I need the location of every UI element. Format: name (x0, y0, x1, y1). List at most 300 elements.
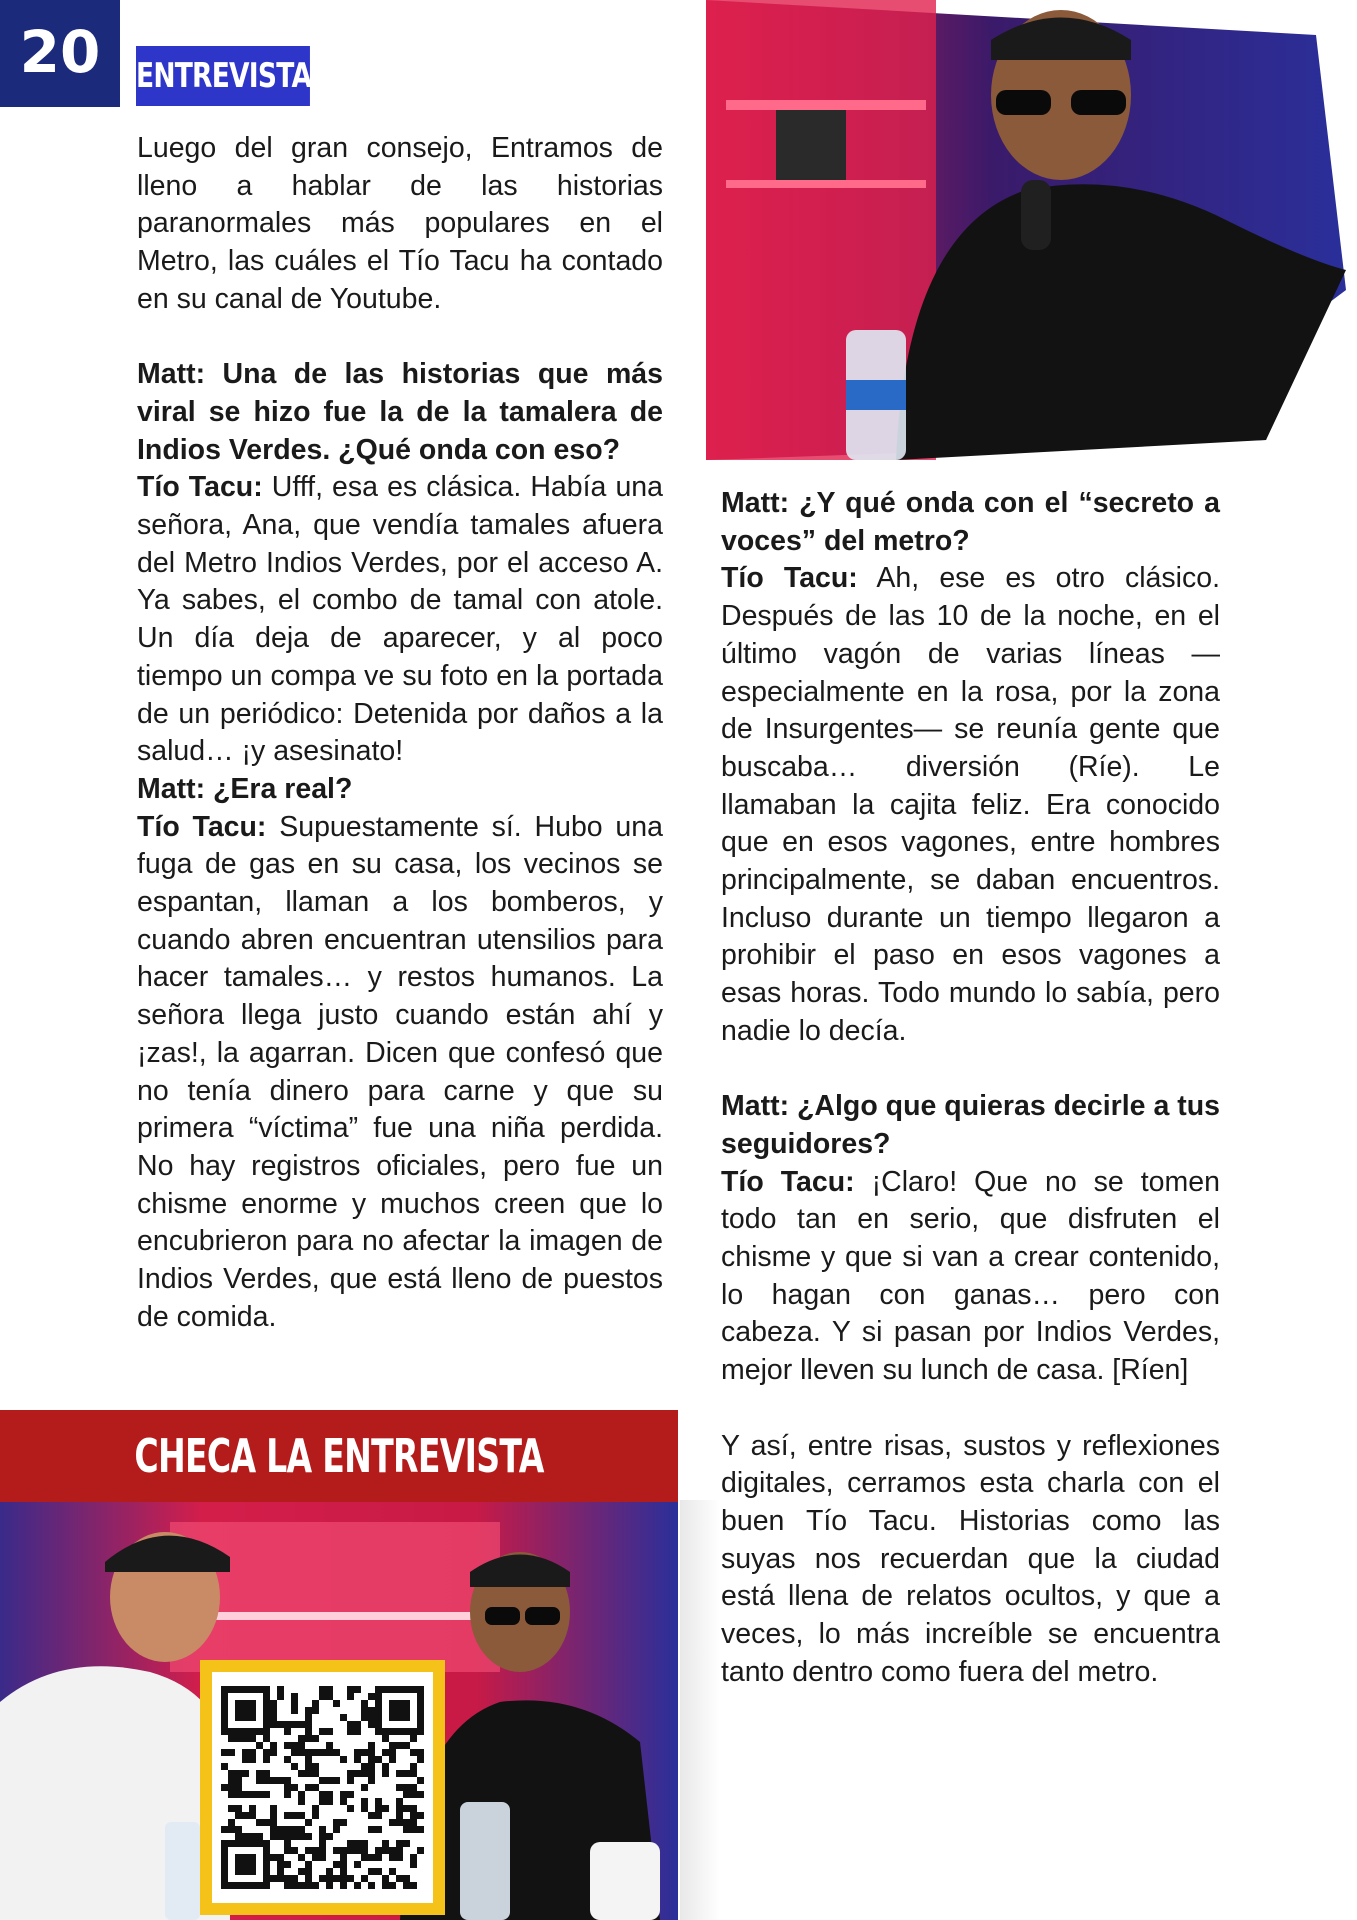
qr-module (389, 1847, 396, 1854)
qr-module (228, 1840, 235, 1847)
qr-module (375, 1686, 382, 1693)
qr-module (326, 1798, 333, 1805)
qr-module (368, 1714, 375, 1721)
qr-module (410, 1812, 417, 1819)
qr-module (319, 1791, 326, 1798)
qr-module (263, 1847, 270, 1854)
qr-module (228, 1882, 235, 1889)
qr-module (410, 1735, 417, 1742)
qr-module (228, 1728, 235, 1735)
qr-module (417, 1686, 424, 1693)
interview-photo-top (706, 0, 1357, 465)
qr-module (284, 1721, 291, 1728)
answer-1-text: Ufff, esa es clásica. Había una señora, Ana, que vendía tamales afuera del Metro Indios Verdes, por el acceso A. Ya sabes, el combo de tamal con atole. Un día deja de aparecer, y al poco tiempo un compa ve su foto en la portada de un periódico: Detenida por daños a la salud… ¡y asesinato! (137, 471, 663, 768)
qr-module (333, 1847, 340, 1854)
qr-module (228, 1777, 235, 1784)
qr-module (256, 1770, 263, 1777)
qr-module (417, 1756, 424, 1763)
qr-module (270, 1875, 277, 1882)
qr-module (396, 1875, 403, 1882)
qr-module (270, 1805, 277, 1812)
qr-module (221, 1784, 228, 1791)
qr-module (340, 1875, 347, 1882)
qr-module (361, 1840, 368, 1847)
qr-module (410, 1861, 417, 1868)
qr-module (305, 1784, 312, 1791)
qr-module (305, 1735, 312, 1742)
qr-module (235, 1812, 242, 1819)
qr-module (284, 1777, 291, 1784)
banner-title: CHECA LA ENTREVISTA (134, 1429, 544, 1483)
qr-module (333, 1875, 340, 1882)
qr-module (242, 1700, 249, 1707)
qr-module (263, 1882, 270, 1889)
qr-module (263, 1840, 270, 1847)
qr-module (326, 1777, 333, 1784)
qr-module (277, 1721, 284, 1728)
qr-module (312, 1770, 319, 1777)
qr-module (256, 1742, 263, 1749)
qr-module (305, 1756, 312, 1763)
qr-module (305, 1875, 312, 1882)
qr-module (270, 1714, 277, 1721)
qr-module (284, 1784, 291, 1791)
qr-module (277, 1686, 284, 1693)
qr-module (403, 1728, 410, 1735)
qr-module (277, 1854, 284, 1861)
qr-module (319, 1798, 326, 1805)
qr-module (305, 1861, 312, 1868)
qr-module (410, 1728, 417, 1735)
qr-module (319, 1875, 326, 1882)
qr-module (319, 1777, 326, 1784)
qr-module (270, 1749, 277, 1756)
qr-module (361, 1798, 368, 1805)
qr-module (270, 1777, 277, 1784)
qr-module (221, 1693, 228, 1700)
qr-module (263, 1735, 270, 1742)
qr-module (340, 1756, 347, 1763)
qr-module (389, 1854, 396, 1861)
qr-module (298, 1770, 305, 1777)
qr-module (389, 1756, 396, 1763)
qr-module (249, 1714, 256, 1721)
qr-module (235, 1714, 242, 1721)
question-3: Matt: ¿Y qué onda con el “secreto a voces” del metro? (721, 487, 1220, 557)
qr-module (235, 1882, 242, 1889)
qr-module (298, 1798, 305, 1805)
qr-module (375, 1714, 382, 1721)
qr-module (221, 1686, 228, 1693)
qr-module (347, 1728, 354, 1735)
qr-module (410, 1784, 417, 1791)
qr-module (284, 1791, 291, 1798)
qr-module (340, 1854, 347, 1861)
qr-module (319, 1686, 326, 1693)
qr-module (396, 1805, 403, 1812)
qr-module (417, 1693, 424, 1700)
qr-module (305, 1833, 312, 1840)
qr-module (382, 1847, 389, 1854)
qr-module (389, 1728, 396, 1735)
qr-module (242, 1735, 249, 1742)
qr-module (410, 1805, 417, 1812)
qr-module (242, 1882, 249, 1889)
qr-module (347, 1721, 354, 1728)
qr-module (312, 1707, 319, 1714)
qr-module (263, 1875, 270, 1882)
qr-module (242, 1861, 249, 1868)
qr-module (375, 1700, 382, 1707)
qr-module (417, 1700, 424, 1707)
qr-module (340, 1714, 347, 1721)
qr-module (354, 1861, 361, 1868)
qr-module (354, 1840, 361, 1847)
qr-module (221, 1847, 228, 1854)
qr-module (389, 1686, 396, 1693)
qr-module (277, 1861, 284, 1868)
qr-module (396, 1854, 403, 1861)
qr-module (235, 1868, 242, 1875)
qr-module (284, 1812, 291, 1819)
qr-module (396, 1707, 403, 1714)
qr-module (417, 1721, 424, 1728)
qr-module (319, 1833, 326, 1840)
qr-module (354, 1686, 361, 1693)
qr-module (221, 1763, 228, 1770)
right-column (721, 485, 1220, 1691)
qr-module (326, 1791, 333, 1798)
qr-module (389, 1749, 396, 1756)
qr-module (284, 1882, 291, 1889)
qr-module (284, 1742, 291, 1749)
qr-module (347, 1791, 354, 1798)
qr-module (249, 1791, 256, 1798)
qr-module (354, 1882, 361, 1889)
qr-module (403, 1826, 410, 1833)
speaker-label: Tío Tacu: (721, 562, 858, 595)
qr-module (375, 1847, 382, 1854)
qr-module (354, 1770, 361, 1777)
qr-module (235, 1707, 242, 1714)
qr-module (347, 1770, 354, 1777)
qr-module (242, 1686, 249, 1693)
qr-code[interactable] (212, 1672, 433, 1903)
qr-module (249, 1840, 256, 1847)
qr-module (221, 1700, 228, 1707)
qr-module (368, 1777, 375, 1784)
qr-module (368, 1763, 375, 1770)
qr-module (326, 1833, 333, 1840)
qr-module (319, 1728, 326, 1735)
qr-module (235, 1777, 242, 1784)
qr-module (305, 1707, 312, 1714)
qr-module (298, 1882, 305, 1889)
qr-module (361, 1763, 368, 1770)
qr-module (249, 1812, 256, 1819)
qr-module (270, 1833, 277, 1840)
qr-module (256, 1728, 263, 1735)
qr-module (270, 1819, 277, 1826)
qr-module (403, 1840, 410, 1847)
qr-module (235, 1770, 242, 1777)
qr-module (263, 1686, 270, 1693)
qr-module (291, 1826, 298, 1833)
qr-module (263, 1756, 270, 1763)
qr-module (256, 1819, 263, 1826)
qr-module (326, 1742, 333, 1749)
intro-paragraph: Luego del gran consejo, Entramos de lleno a hablar de las historias paranormales más populares en el Metro, las cuáles el Tío Tacu ha contado en su canal de Youtube. (137, 132, 663, 315)
qr-module (403, 1882, 410, 1889)
qr-module (312, 1700, 319, 1707)
qr-module (368, 1707, 375, 1714)
qr-module (249, 1861, 256, 1868)
qr-module (263, 1791, 270, 1798)
qr-module (319, 1749, 326, 1756)
qr-module (340, 1861, 347, 1868)
qr-module (389, 1700, 396, 1707)
qr-module (396, 1819, 403, 1826)
qr-module (361, 1784, 368, 1791)
qr-module (333, 1777, 340, 1784)
qr-module (340, 1791, 347, 1798)
qr-module (319, 1826, 326, 1833)
qr-module (277, 1875, 284, 1882)
qr-module (298, 1791, 305, 1798)
answer-3 (721, 560, 1220, 1050)
qr-module (347, 1777, 354, 1784)
qr-module (298, 1833, 305, 1840)
qr-module (284, 1756, 291, 1763)
qr-module (284, 1826, 291, 1833)
qr-module (340, 1798, 347, 1805)
qr-module (375, 1798, 382, 1805)
qr-module (361, 1714, 368, 1721)
qr-module (326, 1875, 333, 1882)
qr-module (403, 1714, 410, 1721)
qr-module (263, 1777, 270, 1784)
qr-module (361, 1805, 368, 1812)
qr-module (305, 1847, 312, 1854)
qr-module (403, 1770, 410, 1777)
qr-module (396, 1700, 403, 1707)
qr-module (221, 1714, 228, 1721)
speaker-label: Tío Tacu: (721, 1165, 855, 1198)
qr-module (340, 1847, 347, 1854)
qr-module (326, 1882, 333, 1889)
qr-module (235, 1735, 242, 1742)
qr-module (312, 1805, 319, 1812)
qr-module (347, 1847, 354, 1854)
qr-module (403, 1742, 410, 1749)
qr-module (249, 1700, 256, 1707)
qr-module (368, 1693, 375, 1700)
answer-2-text: Supuestamente sí. Hubo una fuga de gas en su casa, los vecinos se espantan, llaman a los bomberos, y cuando abren encuentran utensilios para hacer tamales… y restos humanos. La señora llega justo cuando están ahí y ¡zas!, la agarran. Dicen que confesó que no tenía dinero para carne y que su primera “víctima” fue una niña perdida. No hay registros oficiales, pero fue un chisme enorme y muchos creen que lo encubrieron para no afectar la imagen de Indios Verdes, que está lleno de puestos de comida. (137, 810, 663, 1333)
qr-module (403, 1875, 410, 1882)
qr-module (368, 1749, 375, 1756)
qr-module (396, 1798, 403, 1805)
qr-module (291, 1742, 298, 1749)
qr-module (235, 1826, 242, 1833)
qr-module (235, 1784, 242, 1791)
qr-module (361, 1749, 368, 1756)
qr-module (263, 1770, 270, 1777)
qr-module (354, 1728, 361, 1735)
qr-module (319, 1693, 326, 1700)
qr-module (263, 1854, 270, 1861)
qr-module (410, 1749, 417, 1756)
qr-module (326, 1728, 333, 1735)
qr-module (235, 1833, 242, 1840)
qr-module (305, 1714, 312, 1721)
qr-module (291, 1763, 298, 1770)
qr-module (249, 1805, 256, 1812)
qr-module (417, 1826, 424, 1833)
qr-module (228, 1791, 235, 1798)
qr-module (403, 1784, 410, 1791)
qr-module (242, 1840, 249, 1847)
qr-module (417, 1714, 424, 1721)
qr-module (333, 1749, 340, 1756)
qr-module (382, 1763, 389, 1770)
qr-module (291, 1700, 298, 1707)
qr-module (312, 1847, 319, 1854)
qr-module (249, 1882, 256, 1889)
qr-module (333, 1861, 340, 1868)
qr-module (242, 1854, 249, 1861)
qr-module (284, 1840, 291, 1847)
qr-module (235, 1700, 242, 1707)
qr-module (270, 1707, 277, 1714)
qr-module (228, 1735, 235, 1742)
qr-module (221, 1826, 228, 1833)
qr-module (249, 1707, 256, 1714)
qr-module (249, 1833, 256, 1840)
qr-module (263, 1868, 270, 1875)
qr-module (368, 1826, 375, 1833)
answer-2 (137, 809, 663, 1337)
qr-module (249, 1854, 256, 1861)
qr-module (291, 1721, 298, 1728)
qr-module (256, 1777, 263, 1784)
qr-module (396, 1847, 403, 1854)
qr-module (298, 1735, 305, 1742)
qr-module (249, 1749, 256, 1756)
qr-module (228, 1686, 235, 1693)
qr-module (291, 1875, 298, 1882)
qr-module (305, 1819, 312, 1826)
qr-module (354, 1756, 361, 1763)
qr-module (228, 1826, 235, 1833)
qr-module (221, 1840, 228, 1847)
qr-module (242, 1728, 249, 1735)
qr-module (242, 1791, 249, 1798)
qr-module (291, 1693, 298, 1700)
qr-module (368, 1770, 375, 1777)
question-4: Matt: ¿Algo que quieras decirle a tus seguidores? (721, 1090, 1220, 1160)
qr-module (368, 1742, 375, 1749)
qr-module (375, 1812, 382, 1819)
qr-module (284, 1728, 291, 1735)
qr-module (263, 1707, 270, 1714)
qr-module (228, 1819, 235, 1826)
qr-module (270, 1742, 277, 1749)
qr-module (382, 1882, 389, 1889)
qr-module (305, 1763, 312, 1770)
qr-module (396, 1714, 403, 1721)
qr-module (340, 1868, 347, 1875)
answer-4-text: ¡Claro! Que no se tomen todo tan en serio, que disfruten el chisme y que si van a crear contenido, lo hagan con ganas… pero con cabeza. Y si pasan por Indios Verdes, mejor lleven su lunch de casa. [Ríen] (721, 1165, 1220, 1387)
qr-module (396, 1742, 403, 1749)
qr-module (270, 1700, 277, 1707)
qr-module (270, 1721, 277, 1728)
qr-module (396, 1840, 403, 1847)
qr-module (396, 1784, 403, 1791)
qr-module (256, 1686, 263, 1693)
qr-module (403, 1686, 410, 1693)
qr-module (298, 1812, 305, 1819)
qr-module (221, 1861, 228, 1868)
qr-module (368, 1721, 375, 1728)
qr-module (228, 1749, 235, 1756)
qr-module (326, 1693, 333, 1700)
qr-module (410, 1686, 417, 1693)
qr-module (389, 1742, 396, 1749)
qr-module (242, 1770, 249, 1777)
qr-module (256, 1840, 263, 1847)
qr-module (284, 1861, 291, 1868)
qr-module (354, 1847, 361, 1854)
qr-module (298, 1826, 305, 1833)
qr-module (305, 1868, 312, 1875)
qr-module (375, 1707, 382, 1714)
page-fold-shadow (680, 1500, 720, 1920)
qr-module (242, 1756, 249, 1763)
qr-module (291, 1707, 298, 1714)
qr-module (249, 1735, 256, 1742)
qr-module (270, 1812, 277, 1819)
qr-module (305, 1770, 312, 1777)
qr-module (319, 1847, 326, 1854)
qr-module (298, 1749, 305, 1756)
answer-4 (721, 1164, 1220, 1390)
qr-module (263, 1749, 270, 1756)
qr-module (368, 1812, 375, 1819)
qr-module (361, 1847, 368, 1854)
qr-module (312, 1749, 319, 1756)
qr-module (389, 1714, 396, 1721)
qr-module (221, 1721, 228, 1728)
qr-module (242, 1749, 249, 1756)
qr-module (235, 1686, 242, 1693)
qr-module (347, 1875, 354, 1882)
qr-module (354, 1749, 361, 1756)
qr-module (242, 1868, 249, 1875)
speaker-label: Tío Tacu: (137, 471, 263, 504)
qr-module (298, 1742, 305, 1749)
qr-module (368, 1854, 375, 1861)
qr-module (277, 1868, 284, 1875)
qr-module (284, 1847, 291, 1854)
answer-1 (137, 469, 663, 771)
qr-module (403, 1819, 410, 1826)
qr-module (417, 1812, 424, 1819)
qr-module (375, 1826, 382, 1833)
qr-module (403, 1791, 410, 1798)
qr-module (382, 1686, 389, 1693)
qr-module (312, 1763, 319, 1770)
qr-module (382, 1728, 389, 1735)
